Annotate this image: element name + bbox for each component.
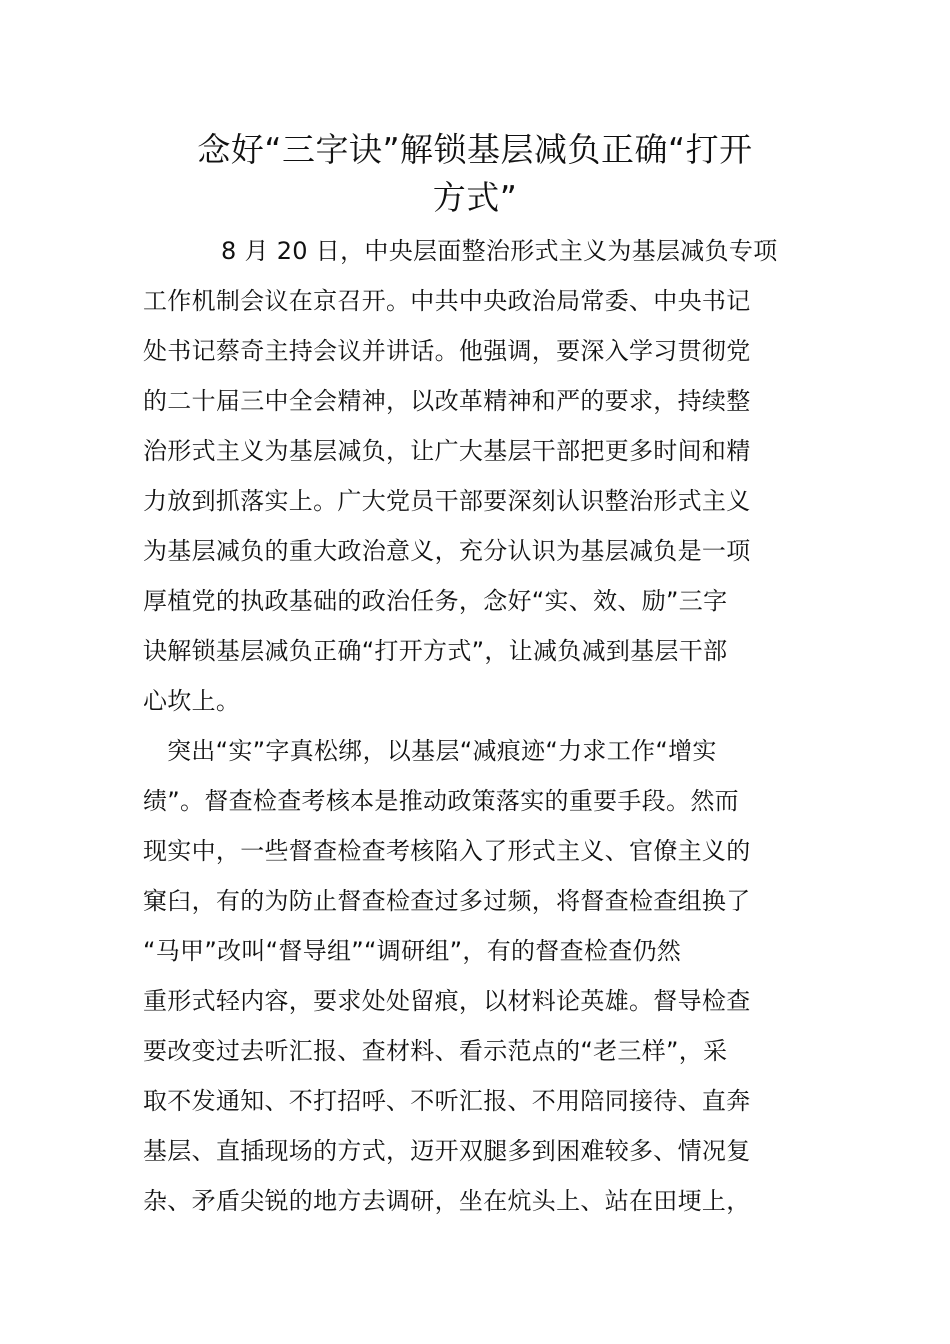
paragraph-line: 工作机制会议在京召开。中共中央政治局常委、中央书记	[143, 287, 751, 315]
paragraph-line: 现实中，一些督查检查考核陷入了形式主义、官僚主义的	[143, 837, 751, 865]
paragraph-line: 处书记蔡奇主持会议并讲话。他强调，要深入学习贯彻党	[143, 337, 751, 365]
document-title	[150, 126, 800, 222]
paragraph-line: 8 月 20 日，中央层面整治形式主义为基层减负专项	[221, 237, 778, 265]
paragraph-line: 基层、直插现场的方式，迈开双腿多到困难较多、情况复	[143, 1137, 751, 1165]
paragraph-line: 为基层减负的重大政治意义，充分认识为基层减负是一项	[143, 537, 751, 565]
paragraph-line: 窠臼，有的为防止督查检查过多过频，将督查检查组换了	[143, 887, 751, 915]
paragraph-line: 诀解锁基层减负正确“打开方式”，让减负减到基层干部	[143, 637, 728, 665]
paragraph-line: 厚植党的执政基础的政治任务，念好“实、效、励”三字	[143, 587, 728, 615]
paragraph-line: 的二十届三中全会精神，以改革精神和严的要求，持续整	[143, 387, 751, 415]
paragraph-line: 心坎上。	[143, 687, 241, 715]
title-line-2: 方式”	[432, 178, 518, 217]
paragraph-line: 力放到抓落实上。广大党员干部要深刻认识整治形式主义	[143, 487, 751, 515]
paragraph-line: 要改变过去听汇报、查材料、看示范点的“老三样”，采	[143, 1037, 728, 1065]
paragraph-line: 突出“实”字真松绑，以基层“减痕迹“力求工作“增实	[167, 737, 717, 765]
paragraph-line: 绩”。督查检查考核本是推动政策落实的重要手段。然而	[143, 787, 739, 815]
document-body	[143, 226, 813, 1226]
paragraph-line: 取不发通知、不打招呼、不听汇报、不用陪同接待、直奔	[143, 1087, 751, 1115]
paragraph-1	[143, 226, 813, 726]
paragraph-line: “马甲”改叫“督导组”“调研组”，有的督查检查仍然	[143, 937, 682, 965]
title-line-1: 念好“三字诀”解锁基层减负正确“打开	[197, 130, 753, 169]
paragraph-line: 治形式主义为基层减负，让广大基层干部把更多时间和精	[143, 437, 751, 465]
paragraph-line: 重形式轻内容，要求处处留痕，以材料论英雄。督导检查	[143, 987, 751, 1015]
paragraph-2	[143, 726, 813, 1226]
paragraph-line: 杂、矛盾尖锐的地方去调研，坐在炕头上、站在田埂上，	[143, 1187, 751, 1215]
